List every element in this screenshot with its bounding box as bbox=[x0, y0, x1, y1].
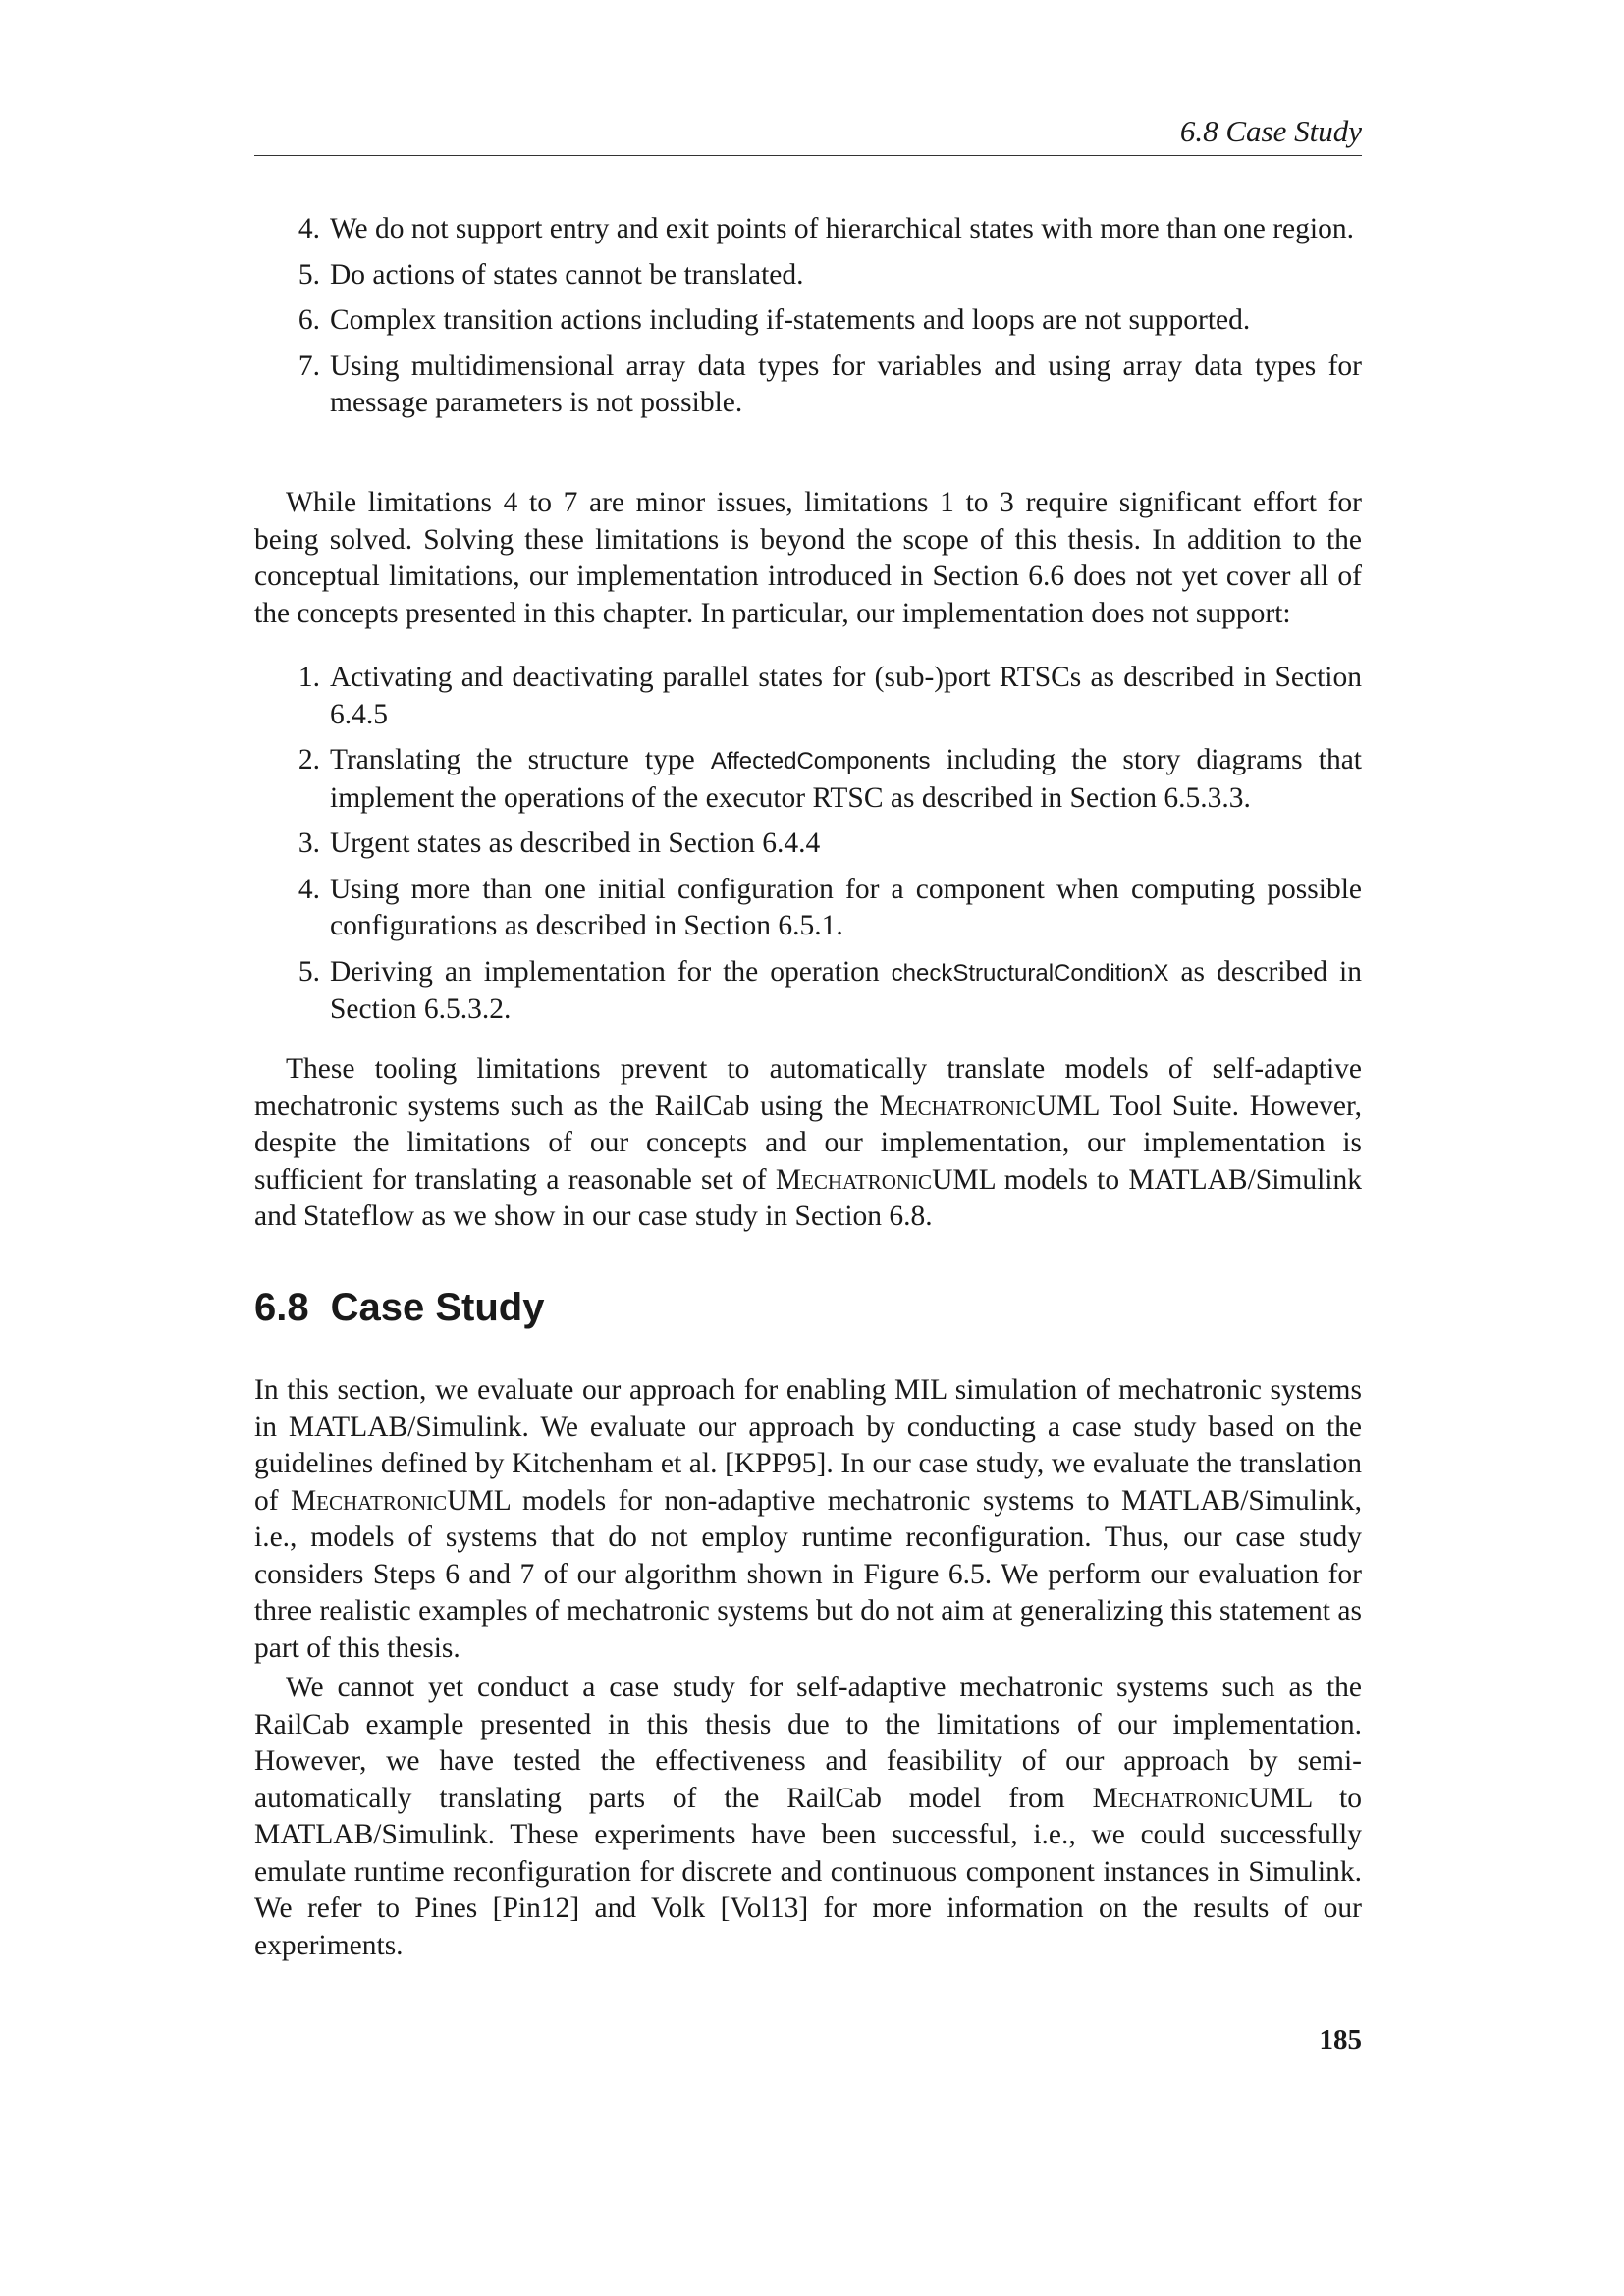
list-item: 1. Activating and deactivating parallel states for (sub-)port RTSCs as described in Section 6.4.5 bbox=[298, 662, 1362, 730]
paragraph-case-study-intro: In this section, we evaluate our approach for enabling MIL simulation of mechatronic systems in MATLAB/Simulink. We evaluate our approach by conducting a case study based on the guidelines defined by Kitchenham et al. [KPP95]. In our case study, we evaluate the translation of MechatronicUML models for non-adaptive mechatronic systems to MATLAB/Simulink, i.e., models of systems that do not employ runtime reconfiguration. Thus, our case study considers Steps 6 and 7 of our algorithm shown in Figure 6.5. We perform our evaluation for three realistic examples of mechatronic systems but do not aim at generalizing this statement as part of this thesis. bbox=[254, 1374, 1362, 1664]
list-item: 4. We do not support entry and exit points of hierarchical states with more than one region. bbox=[298, 213, 1354, 244]
list-item: 6. Complex transition actions including if-statements and loops are not supported. bbox=[298, 304, 1251, 336]
list-item: 5. Deriving an implementation for the operation checkStructuralConditionX as described in Section 6.5.3.2. bbox=[298, 955, 1362, 1025]
code-identifier: AffectedComponents bbox=[710, 748, 931, 774]
section-number: 6.8 bbox=[254, 1286, 309, 1329]
list-item: 5. Do actions of states cannot be translated. bbox=[298, 258, 804, 291]
mechatronicuml-name: Mechatronic bbox=[1092, 1782, 1249, 1814]
running-header bbox=[254, 110, 1362, 156]
mechatronicuml-name: Mechatronic bbox=[775, 1163, 933, 1196]
section-heading bbox=[254, 1286, 544, 1330]
tooling-limitations-list bbox=[254, 660, 1362, 1038]
list-item: 3. Urgent states as described in Section 6.4.4 bbox=[298, 828, 821, 859]
paragraph-case-study-railcab: We cannot yet conduct a case study for self-adaptive mechatronic systems such as the RailCab example presented in this thesis due to the limitations of our implementation. However, we have tested the effectiveness and feasibility of our approach by semi-automatically translating parts of the RailCab model from MechatronicUML to MATLAB/Simulink. These experiments have been successful, i.e., we could successfully emulate runtime reconfiguration for discrete and continuous component instances in Simulink. We refer to Pines [Pin12] and Volk [Vol13] for more information on the results of our experiments. bbox=[254, 1672, 1363, 1961]
list-item: 4. Using more than one initial configuration for a component when computing possible configurations as described in Section 6.5.1. bbox=[298, 873, 1362, 941]
section-title: Case Study bbox=[330, 1286, 545, 1329]
paragraph-tooling-conclusion: These tooling limitations prevent to automatically translate models of self-adaptive mechatronic systems such as the RailCab using the MechatronicUML Tool Suite. However, despite the limitations of our concepts and our implementation, our implementation is sufficient for translating a reasonable set of MechatronicUML models to MATLAB/Simulink and Stateflow as we show in our case study in Section 6.8. bbox=[254, 1053, 1363, 1232]
code-identifier: checkStructuralConditionX bbox=[891, 959, 1169, 987]
mechatronicuml-name: Mechatronic bbox=[879, 1090, 1036, 1122]
paragraph-limitations-summary: While limitations 4 to 7 are minor issues, limitations 1 to 3 require significant effort for being solved. Solving these limitations is beyond the scope of this thesis. In addition to the conceptual limitations, our implementation introduced in Section 6.6 does not yet cover all of the concepts presented in this chapter. In particular, our implementation does not support: bbox=[254, 487, 1362, 629]
running-header-title: 6.8 Case Study bbox=[1179, 114, 1362, 148]
list-item: 7. Using multidimensional array data types for variables and using array data types for message parameters is not possible. bbox=[298, 349, 1362, 418]
mechatronicuml-name: Mechatronic bbox=[290, 1484, 448, 1517]
page-number: 185 bbox=[1319, 2024, 1362, 2056]
list-item: 2. Translating the structure type AffectedComponents including the story diagrams that implement the operations of the executor RTSC as described in Section 6.5.3.3. bbox=[298, 744, 1362, 814]
limitations-list bbox=[254, 211, 1362, 431]
